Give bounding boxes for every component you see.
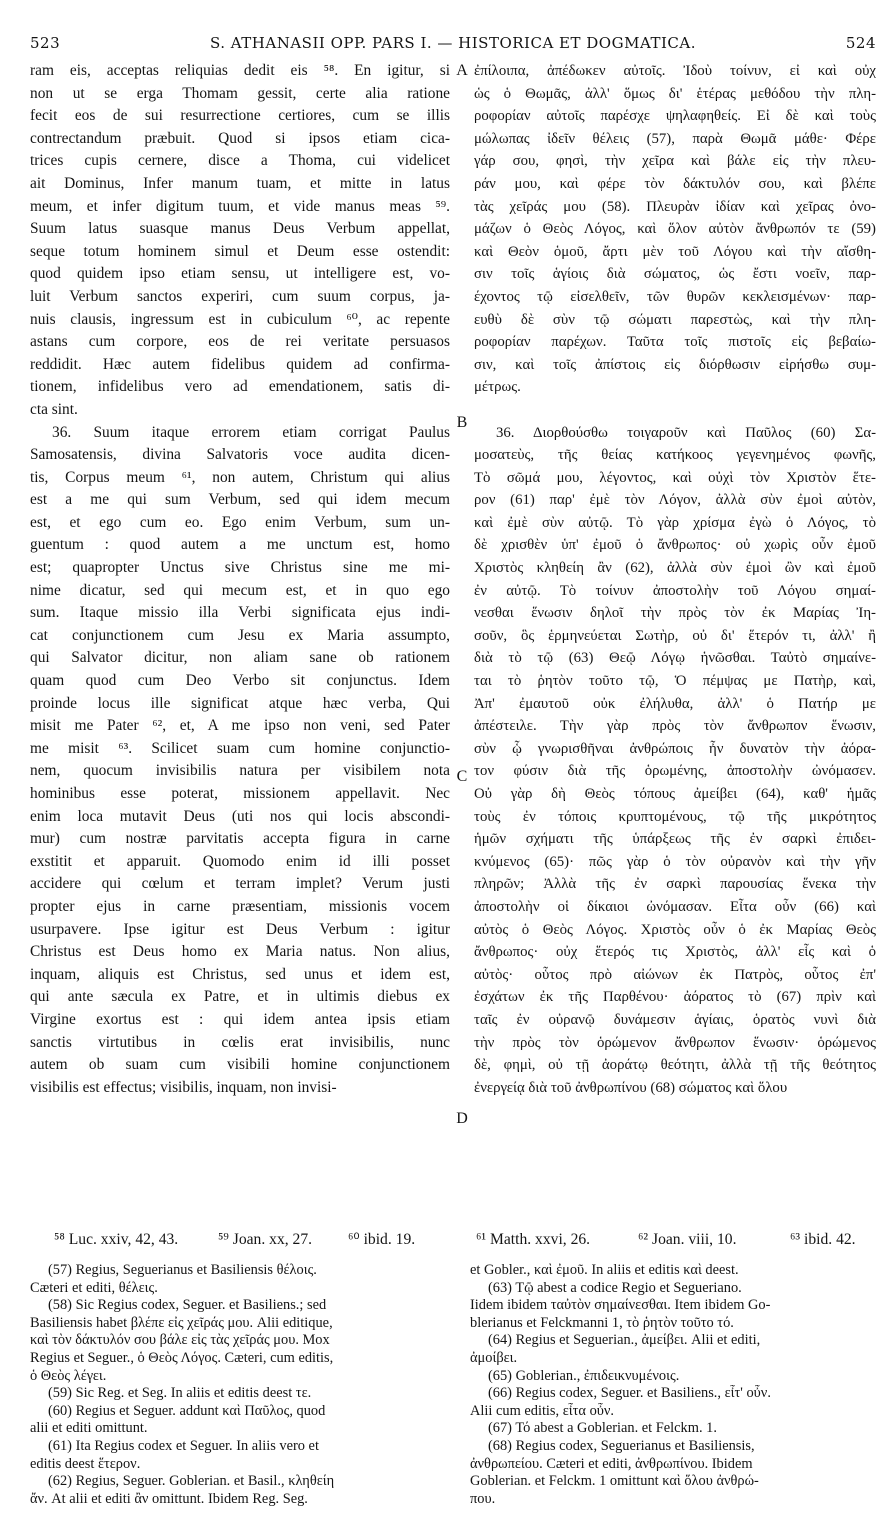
- scripture-ref: ⁶² Joan. viii, 10.: [638, 1231, 737, 1248]
- text-line: quam quod cum Deo Verbo sit conjunctus. Idem: [30, 672, 450, 690]
- note-line: blerianus et Felckmanni 1, τὸ ῥητὸν τοῦτο τό.: [470, 1314, 734, 1331]
- text-line: visibilis est effectus; visibilis, inquam, non invisi-: [30, 1078, 337, 1096]
- note-line: (61) Ita Regius codex et Seguer. In aliis vero et: [48, 1437, 319, 1454]
- text-line: ἀπέστειλε. Τὴν γὰρ πρὸς τὸν ἄνθρωπον ἕνωσιν,: [474, 718, 876, 735]
- text-line: τον φύσιν διὰ τῆς ὁρωμένης, ἀποστολὴν ὠνόμασεν.: [474, 763, 876, 780]
- note-line: Alii cum editis, εἶτα οὖν.: [470, 1402, 614, 1419]
- text-line: est, et ego cum eo. Ego enim Verbum, sum un-: [30, 513, 450, 531]
- text-line: exstitit et apparuit. Quomodo enim id illi posset: [30, 852, 450, 870]
- text-line: fecit eos de sui resurrectione certiores, cum se illis: [30, 107, 450, 125]
- text-line: αὐτὸς· οὗτος πρὸ αἰώνων ἐκ Πατρὸς, οὗτος ἐπ': [474, 966, 876, 983]
- text-line: est a me qui sum Verbum, sed qui idem mecum: [30, 491, 450, 509]
- note-line: (66) Regius codex, Seguer. et Basiliens., εἶτ' οὖν.: [488, 1385, 771, 1402]
- note-line: Cæteri et editi, θέλεις.: [30, 1279, 158, 1296]
- text-line: qui ante sæcula ex Patre, et in ultimis diebus ex: [30, 988, 450, 1006]
- text-line: ροφορίαν παρέχων. Ταῦτα τοῖς πιστοῖς εἰς βεβαίω-: [474, 334, 876, 351]
- text-line: ταῖς ἐν οὐρανῷ δυνάμεσιν ἁγίαις, ὁρατὸς νυνὶ διὰ: [474, 1011, 876, 1028]
- text-line: autem ob suam cum visibili homine conjunctionem: [30, 1056, 450, 1074]
- text-line: ροφορίαν αὐτοῖς παρέσχε ψηλαφηθείς. Εἰ δὲ καὶ τοὺς: [474, 108, 876, 125]
- text-line: τὴν πρὸς τὸν ὁρώμενον ἄνθρωπον ἕνωσιν· ὁρώμενος: [474, 1034, 876, 1051]
- text-line: Samosatensis, divina Salvatoris voce audita dicen-: [30, 446, 450, 464]
- note-line: (58) Sic Regius codex, Seguer. et Basiliens.; sed: [48, 1297, 327, 1314]
- text-line: me misit ⁶³. Scilicet suam cum homine conjunctio-: [30, 739, 450, 757]
- text-line: hominibus esse poterat, missionem appellavit. Nec: [30, 785, 450, 802]
- text-line: σιν τοῖς ἁγίοις διὰ σώματος, ὡς ἔστι νοεῖν, παρ-: [474, 266, 876, 283]
- text-line: luit Verbum sanctos experiri, cum suum corpus, ja-: [30, 287, 450, 305]
- scripture-ref: ⁶³ ibid. 42.: [790, 1231, 856, 1248]
- note-line: Regius et Seguer., ὁ Θεὸς Λόγος. Cæteri, cum editis,: [30, 1349, 334, 1366]
- note-line: ὁ Θεὸς λέγει.: [30, 1367, 107, 1384]
- text-line: τοὺς ἐν τόποις κρυπτομένους, τῷ τῆς μικρότητος: [474, 808, 876, 825]
- text-line: enim loca mutavit Deus (uti nos qui locis abscondi-: [30, 807, 450, 825]
- text-line: usurpavere. Ipse igitur est Deus Verbum : igitur: [30, 920, 450, 938]
- text-line: ται τὸ ῥητὸν τοῦτο τῷ, Ὁ πέμψας με Πατὴρ, καὶ,: [474, 673, 876, 690]
- note-line: Iidem ibidem ταὐτὸν σημαίνεσθαι. Item ibidem Go-: [470, 1297, 771, 1314]
- text-line: ait Dominus, Infer manum tuam, et mitte in latus: [30, 174, 450, 192]
- text-line: nime dicatur, sed qui mecum est, et in quo ego: [30, 581, 450, 599]
- note-line: alii et editi omittunt.: [30, 1420, 148, 1437]
- text-line: seque totum hominem simul et Deum esse ostendit:: [30, 242, 450, 260]
- text-line: proinde locus ille significat atque hæc verba, Qui: [30, 694, 450, 712]
- text-line: αὐτὸς ὁ Θεὸς Λόγος. Χριστὸς οὖν ὁ ἐκ Μαρίας Θεὸς: [474, 921, 876, 938]
- text-line: 36. Διορθούσθω τοιγαροῦν καὶ Παῦλος (60) Σα-: [496, 424, 876, 441]
- text-line: non ut se erga Thomam gessit, certe alia ratione: [30, 84, 450, 102]
- text-line: μοσατεὺς, τῆς θείας κατήκοος γεγενημένος φωνῆς,: [474, 447, 876, 464]
- text-line: Οὐ γὰρ δὴ Θεὸς τόπους ἀμείβει (64), καθ' ἡμᾶς: [474, 786, 876, 802]
- text-line: σιν, καὶ τοῖς ἀπίστοις εἰς διόρθωσιν εἰρήσθω συμ-: [474, 356, 876, 373]
- text-line: νεσθαι ἕνωσιν δηλοῖ τὴν πρὸς τὸν ἐκ Μαρίας Ἰη-: [474, 605, 876, 622]
- text-line: tionem, infidelibus vero ad emendationem, satis di-: [30, 378, 450, 396]
- note-line: Goblerian. et Felckm. 1 omittunt καὶ ὅλου ἀνθρώ-: [470, 1473, 759, 1490]
- scripture-ref: ⁶¹ Matth. xxvi, 26.: [476, 1231, 591, 1248]
- margin-letter-c: C: [456, 768, 468, 785]
- running-title: S. ATHANASII OPP. PARS I. — HISTORICA ET DOGMATICA.: [210, 34, 696, 52]
- note-line: ἀνθρωπείου. Cæteri et editi, ἀνθρωπίνου. Ibidem: [470, 1455, 753, 1472]
- note-line: Basiliensis habet βλέπε εἰς χεῖράς μου. Alii editique,: [30, 1314, 333, 1331]
- text-line: καὶ ἐμὲ σὺν αὐτῷ. Τὸ γὰρ χρίσμα ἐγὼ ὁ Λόγος, τὸ: [474, 514, 876, 531]
- text-line: ἀποστολὴν οἱ δίκαιοι ὠνόμασαν. Εἶτα οὖν (66) καὶ: [474, 898, 876, 915]
- text-line: έχοντος τῷ εἰσελθεῖν, τῶν θυρῶν κεκλεισμένων· παρ-: [474, 288, 876, 305]
- text-line: tis, Corpus meum ⁶¹, non autem, Christum qui alius: [30, 468, 450, 486]
- text-line: Virgine exortus est : qui idem antea ipsis etiam: [30, 1010, 450, 1028]
- note-line: (68) Regius codex, Seguerianus et Basiliensis,: [488, 1437, 755, 1454]
- note-line: et Gobler., καὶ ἐμοῦ. In aliis et editis καὶ deest.: [470, 1262, 739, 1278]
- text-line: misit me Pater ⁶², et, A me ipso non veni, sed Pater: [30, 717, 450, 735]
- text-line: qui Salvator dicitur, non aliam sane ob rationem: [30, 649, 450, 667]
- note-line: (57) Regius, Seguerianus et Basiliensis θέλοις.: [48, 1262, 317, 1278]
- note-line: ἄν. At alii et editi ἂν omittunt. Ibidem Reg. Seg.: [30, 1490, 308, 1507]
- text-line: ρον (61) παρ' ἐμὲ τὸν Λόγον, ἀλλὰ σὺν ἐμοὶ αὐτὸν,: [474, 492, 876, 509]
- scripture-references: [30, 1228, 876, 1252]
- text-line: [474, 399, 876, 422]
- text-line: κνύμενος (65)· πῶς γὰρ ὁ τὸν οὐρανὸν καὶ τὴν γῆν: [474, 853, 876, 870]
- note-line: (59) Sic Reg. et Seg. In aliis et editis deest τε.: [48, 1385, 312, 1402]
- text-line: ὡς ὁ Θωμᾶς, ἀλλ' ὅμως δι' ἑτέρας μεθόδου τὴν πλη-: [474, 85, 876, 102]
- note-line: (63) Τῷ abest a codice Regio et Segueriano.: [488, 1279, 742, 1296]
- note-line: ἀμοίβει.: [470, 1349, 518, 1366]
- text-line: cat conjunctionem cum Jesu ex Maria assumpto,: [30, 626, 450, 644]
- text-line: cta sint.: [30, 400, 78, 418]
- text-line: σὺν ᾧ γνωρισθῆναι ἀνθρώποις ἦν δυνατὸν τὴν ἀόρα-: [474, 740, 876, 757]
- critical-notes-left: [30, 1262, 450, 1508]
- text-line: sanctis virtutibus in cœlis erat invisibilis, nunc: [30, 1033, 450, 1051]
- note-line: καὶ τὸν δάκτυλόν σου βάλε εἰς τὰς χεῖράς μου. Mox: [30, 1332, 330, 1349]
- note-line: editis deest ἕτερον.: [30, 1455, 141, 1472]
- text-line: astans cum corpore, eos de rei veritate persuasos: [30, 333, 450, 351]
- note-line: (60) Regius et Seguer. addunt καὶ Παῦλος, quod: [48, 1402, 326, 1419]
- text-line: καὶ Θεὸν ὁμοῦ, ἄρτι μὲν τοῦ Λόγου καὶ τὴν αἴσθη-: [474, 243, 876, 260]
- text-line: contrectandum præbuit. Quod si ipsos etiam cica-: [30, 129, 450, 147]
- text-line: Χριστὸς κληθείη ἂν (62), ἀλλὰ σὺν ἐμοὶ ὢν καὶ ἐμοῦ: [474, 560, 876, 577]
- text-line: γάρ σου, φησὶ, τὴν χεῖρα καὶ βάλε εἰς τὴν πλευ-: [474, 153, 876, 170]
- text-line: nuis clausis, ingressum est in cubiculum ⁶⁰, ac repente: [30, 310, 450, 328]
- text-line: mur) cum nostræ parvitatis accepta figura in carne: [30, 830, 450, 848]
- text-line: Christus est Deus homo ex Maria natus. Non alius,: [30, 943, 450, 961]
- text-line: δὲ χρισθὲν ὑπ' ἐμοῦ ὁ ἄνθρωπος· οὐ χωρὶς οὖν ἐμοῦ: [474, 537, 876, 554]
- margin-letter-b: B: [456, 414, 468, 431]
- text-line: ἐν αὐτῷ. Τὸ τοίνυν ἀποστολὴν τοῦ Λόγου σημαί-: [474, 582, 876, 599]
- text-line: meum, et infer digitum tuum, et vide manus meas ⁵⁹.: [30, 197, 450, 215]
- text-line: inquam, aliquis est Christus, sed unus et idem est,: [30, 965, 450, 983]
- text-line: trices cupis cernere, disce a Thoma, cui videlicet: [30, 152, 450, 170]
- text-line: Suum latus suasque manus Deus Verbum appellat,: [30, 220, 450, 238]
- text-line: μάζων ὁ Θεὸς Λόγος, καὶ ὅλον αὐτὸν ἄνθρωπόν τε (59): [474, 221, 876, 238]
- text-line: ἄνθρωπος· οὐχ ἕτερός τις Χριστὸς, ἀλλ' εἷς καὶ ὁ: [474, 944, 876, 961]
- text-line: reddidit. Hæc autem fidelibus quidem ad confirma-: [30, 355, 450, 373]
- text-line: διὰ τὸ τῷ (63) Θεῷ Λόγῳ ἡνῶσθαι. Ταὐτὸ σημαίνε-: [474, 650, 876, 667]
- text-line: ram eis, acceptas reliquias dedit eis ⁵⁸. En igitur, si: [30, 62, 450, 79]
- greek-column: [474, 60, 876, 1099]
- text-line: σοῦν, ὃς ἑρμηνεύεται Σωτὴρ, οὐ δι' ἕτερόν τι, ἀλλ' ἢ: [474, 627, 876, 644]
- text-line: ἐπίλοιπα, ἀπέδωκεν αὐτοῖς. Ἰδοὺ τοίνυν, εἰ καὶ οὐχ: [474, 63, 876, 79]
- text-line: ἡμῶν σχήματι τῆς ὑπάρξεως τῆς ἐν σαρκὶ ἐπιδει-: [474, 831, 876, 848]
- text-line: est; quapropter Unctus sive Christus sine me mi-: [30, 559, 450, 577]
- note-line: (67) Τό abest a Goblerian. et Felckm. 1.: [488, 1420, 717, 1437]
- running-header: [30, 34, 876, 56]
- text-line: ἐνεργείᾳ διὰ τοῦ ἀνθρωπίνου (68) σώματος καὶ ὅλου: [474, 1079, 788, 1096]
- page-number-right: 524: [845, 34, 876, 52]
- scripture-ref: ⁶⁰ ibid. 19.: [348, 1231, 416, 1248]
- text-line: ράν μου, καὶ φέρε τὸν δάκτυλόν σου, καὶ βλέπε: [474, 175, 876, 192]
- note-line: που.: [470, 1490, 496, 1507]
- critical-notes-right: [470, 1262, 876, 1508]
- text-line: ἐσχάτων ἐκ τῆς Παρθένου· ἀόρατος τὸ (67) πρὶν καὶ: [474, 989, 876, 1006]
- text-line: τὰς χεῖράς μου (58). Πλευρὰν ἰδίαν καὶ χεῖρας ὀνο-: [474, 198, 876, 215]
- margin-letter-a: A: [456, 62, 468, 79]
- note-line: (62) Regius, Seguer. Goblerian. et Basil., κληθείη: [48, 1473, 335, 1490]
- text-line: accidere qui cœlum et terram implet? Verum justi: [30, 875, 450, 893]
- text-line: quod quidem ipso etiam sensu, ut intelligere est, vo-: [30, 265, 450, 283]
- margin-letter-d: D: [456, 1110, 468, 1127]
- scripture-ref: ⁵⁸ Luc. xxiv, 42, 43.: [54, 1231, 179, 1248]
- text-line: μώλωπας ἰδεῖν θέλεις (57), παρὰ Θωμᾶ μάθε· Φέρε: [474, 130, 876, 147]
- latin-column: [30, 60, 450, 1099]
- page-number-left: 523: [30, 34, 61, 52]
- text-line: Τὸ σῶμά μου, λέγοντος, καὶ οὐχὶ τὸν Χριστὸν ἕτε-: [474, 469, 876, 486]
- note-line: (65) Goblerian., ἐπιδεικνυμένοις.: [488, 1367, 680, 1384]
- text-line: nem, quocum invisibilis natura per visibilem nota: [30, 762, 450, 780]
- text-line: δὲ, φημὶ, οὐ τῇ ἀοράτῳ θεότητι, ἀλλὰ τῇ τῆς θεότητος: [474, 1057, 876, 1074]
- text-line: πληρῶν; Ἀλλὰ τῆς ἐν σαρκὶ παρουσίας ἕνεκα τὴν: [474, 876, 876, 893]
- text-line: propter ejus in carne præsentiam, missionis vocem: [30, 897, 450, 915]
- scripture-ref: ⁵⁹ Joan. xx, 27.: [218, 1231, 313, 1248]
- text-line: guentum : quod autem a me unctum est, homo: [30, 536, 450, 554]
- text-line: sum. Itaque missio illa Verbi significata ejus indi-: [30, 604, 450, 622]
- text-line: Ἀπ' ἐμαυτοῦ οὐκ ἐλήλυθα, ἀλλ' ὁ Πατήρ με: [474, 695, 876, 712]
- text-line: ευθὺ δὲ σὺν τῷ σώματι παρεστὼς, καὶ τὴν πλη-: [474, 311, 876, 328]
- note-line: (64) Regius et Seguerian., ἀμείβει. Alii et editi,: [488, 1332, 761, 1349]
- text-line: 36. Suum itaque errorem etiam corrigat Paulus: [52, 423, 450, 441]
- text-line: μέτρως.: [474, 379, 521, 396]
